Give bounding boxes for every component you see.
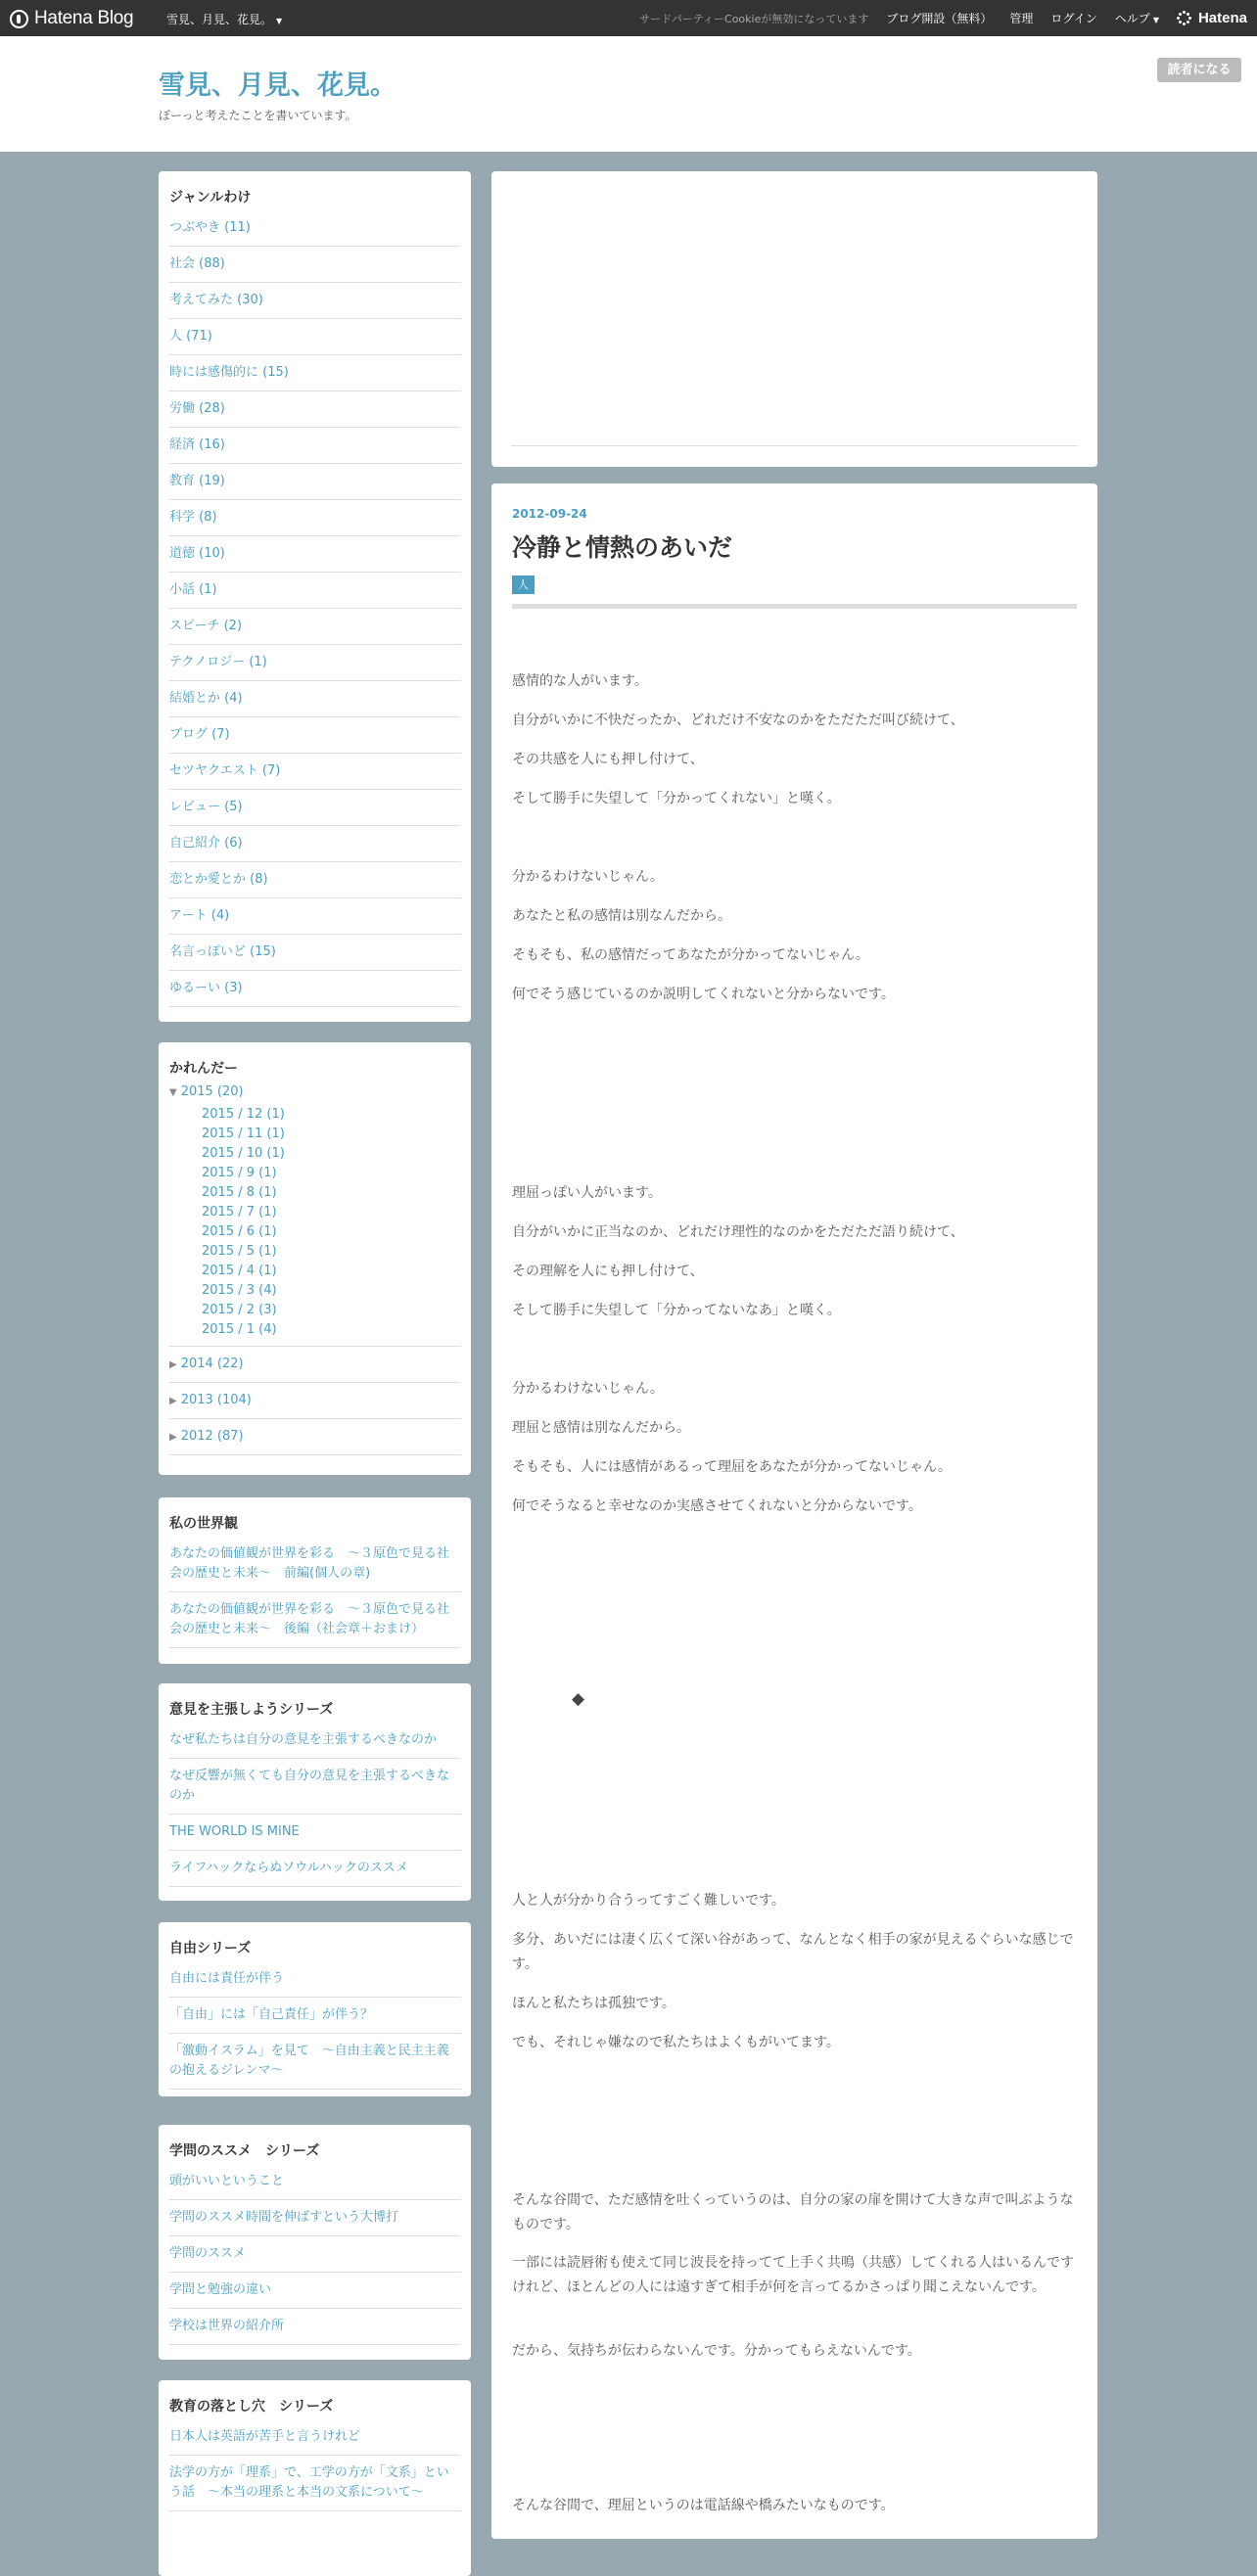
article-link[interactable]: 「自由」には「自己責任」が伴う？ xyxy=(169,1998,461,2034)
category-link[interactable]: 自己紹介 (6) xyxy=(169,826,461,862)
hatena-blog-logo[interactable]: Hatena Blog xyxy=(10,7,133,30)
hatena-dots-icon xyxy=(1177,11,1192,26)
module-title: かれんだー xyxy=(169,1061,238,1077)
archive-month-link[interactable]: 2015 / 5 (1) xyxy=(202,1244,277,1259)
archive-year-toggle[interactable]: ▼ 2015 (20) xyxy=(169,1084,244,1099)
category-link[interactable]: 道徳 (10) xyxy=(169,536,461,573)
link-list xyxy=(169,1537,461,1648)
triangle-right-icon: ▶ xyxy=(169,1359,177,1370)
entry-category-tag[interactable]: 人 xyxy=(512,575,535,594)
triangle-right-icon: ▶ xyxy=(169,1432,177,1443)
caret-down-icon: ▼ xyxy=(1152,16,1159,24)
entry-paragraph: 人と人が分かり合うってすごく難しいです。 xyxy=(512,1893,785,1909)
archive-month-link[interactable]: 2015 / 10 (1) xyxy=(202,1146,285,1161)
global-header xyxy=(0,0,1257,36)
article-link[interactable]: 学校は世界の紹介所 xyxy=(169,2309,461,2345)
category-list xyxy=(169,210,461,1007)
article-link[interactable]: 学問のススメ時間を伸ばすという大博打 xyxy=(169,2200,461,2236)
kyoiku-module xyxy=(159,2380,471,2576)
module-title: 教育の落とし穴 シリーズ xyxy=(169,2399,334,2415)
entry-paragraph: 理屈と感情は別なんだから。 xyxy=(512,1420,690,1436)
blog-header xyxy=(0,36,1257,152)
ad-area xyxy=(491,171,1097,467)
article-link[interactable]: ライフハックならぬソウルハックのススメ xyxy=(169,1851,461,1887)
entry-paragraph: 多分、あいだには凄く広くて深い谷があって、なんとなく相手の家が見えるぐらいな感じです。 xyxy=(512,1932,1074,1972)
link-list xyxy=(169,1961,461,2090)
module-title: 私の世界観 xyxy=(169,1516,238,1532)
archive-month-link[interactable]: 2015 / 2 (3) xyxy=(202,1303,277,1317)
category-link[interactable]: 恋とか愛とか (8) xyxy=(169,862,461,898)
entry-paragraph: そして勝手に失望して「分かってくれない」と嘆く。 xyxy=(512,791,841,806)
archive-month-link[interactable]: 2015 / 12 (1) xyxy=(202,1107,285,1122)
link-list xyxy=(169,2164,461,2345)
hatena-blog-logo-icon xyxy=(10,10,28,28)
module-title: ジャンルわけ xyxy=(169,190,252,206)
module-title: 自由シリーズ xyxy=(169,1941,252,1956)
entry-paragraph: 理屈っぽい人がいます。 xyxy=(512,1185,662,1201)
archive-month-link[interactable]: 2015 / 7 (1) xyxy=(202,1205,277,1219)
cookie-notice: サードパーティーCookieが無効になっています xyxy=(639,12,869,25)
divider xyxy=(511,445,1078,446)
category-link[interactable]: スピーチ (2) xyxy=(169,609,461,645)
jiyu-module xyxy=(159,1922,471,2096)
archive-module xyxy=(159,1042,471,1475)
archive-month-link[interactable]: 2015 / 3 (4) xyxy=(202,1283,277,1298)
entry-paragraph: 自分がいかに正当なのか、どれだけ理性的なのかをただただ語り続けて、 xyxy=(512,1224,964,1240)
category-link[interactable]: 労働 (28) xyxy=(169,391,461,428)
hatena-logo[interactable]: Hatena xyxy=(1177,10,1247,26)
article-link[interactable]: なぜ反響が無くても自分の意見を主張するべきなのか xyxy=(169,1759,461,1815)
archive-year-closed[interactable]: ▶ 2013 (104) xyxy=(169,1383,461,1419)
link-list xyxy=(169,2419,461,2511)
category-link[interactable]: 社会 (88) xyxy=(169,247,461,283)
triangle-down-icon: ▼ xyxy=(169,1087,177,1098)
entry-paragraph: 何でそうなると幸せなのか実感させてくれないと分からないです。 xyxy=(512,1498,922,1514)
entry-date[interactable]: 2012-09-24 xyxy=(512,507,587,521)
entry-paragraph: あなたと私の感情は別なんだから。 xyxy=(512,908,731,924)
divider xyxy=(512,604,1077,609)
blog-description: ぼーっと考えたことを書いています。 xyxy=(159,109,357,122)
archive-month-link[interactable]: 2015 / 6 (1) xyxy=(202,1224,277,1239)
blog-name-menu[interactable]: 雪見、月見、花見。 ▼ xyxy=(166,13,283,26)
archive-month-link[interactable]: 2015 / 11 (1) xyxy=(202,1127,285,1141)
entry-paragraph: だから、気持ちが伝わらないんです。分かってもらえないんです。 xyxy=(512,2343,921,2359)
entry-paragraph: でも、それじゃ嫌なので私たちはよくもがいてます。 xyxy=(512,2035,840,2050)
entry-paragraph: 何でそう感じているのか説明してくれないと分からないです。 xyxy=(512,987,895,1002)
article-link[interactable]: あなたの価値観が世界を彩る ～３原色で見る社会の歴史と未来～ 前編(個人の章) xyxy=(169,1537,461,1592)
iken-module xyxy=(159,1683,471,1901)
category-link[interactable]: ブログ (7) xyxy=(169,717,461,754)
category-link[interactable]: テクノロジー (1) xyxy=(169,645,461,681)
entry-paragraph: 分かるわけないじゃん。 xyxy=(512,1381,664,1397)
category-link[interactable]: つぶやき (11) xyxy=(169,210,461,247)
gakumon-module xyxy=(159,2125,471,2360)
category-link[interactable]: 結婚とか (4) xyxy=(169,681,461,717)
module-title: 意見を主張しようシリーズ xyxy=(169,1702,334,1718)
article-link[interactable]: 学問のススメ xyxy=(169,2236,461,2273)
start-blog-link[interactable]: ブログ開設（無料） xyxy=(886,12,993,25)
article-link[interactable]: 日本人は英語が苦手と言うけれど xyxy=(169,2419,461,2456)
entry-paragraph: そもそも、私の感情だってあなたが分かってないじゃん。 xyxy=(512,947,869,963)
article-link[interactable]: 頭がいいということ xyxy=(169,2164,461,2200)
category-link[interactable]: アート (4) xyxy=(169,898,461,935)
archive-month-link[interactable]: 2015 / 4 (1) xyxy=(202,1264,277,1278)
entry-paragraph: 自分がいかに不快だったか、どれだけ不安なのかをただただ叫び続けて、 xyxy=(512,713,964,728)
archive-month-link[interactable]: 2015 / 1 (4) xyxy=(202,1322,277,1337)
article-link[interactable]: なぜ私たちは自分の意見を主張するべきなのか xyxy=(169,1723,461,1759)
article-link[interactable]: 「激動イスラム」を見て ～自由主義と民主主義の抱えるジレンマ～ xyxy=(169,2034,461,2090)
admin-link[interactable]: 管理 xyxy=(1009,12,1034,25)
article-link[interactable]: あなたの価値観が世界を彩る ～３原色で見る社会の歴史と未来～ 後編（社会章＋おまけ） xyxy=(169,1592,461,1648)
article-link[interactable]: 学問と勉強の違い xyxy=(169,2273,461,2309)
entry-paragraph: ほんと私たちは孤独です。 xyxy=(512,1996,675,2011)
blog-title[interactable]: 雪見、月見、花見。 xyxy=(159,70,396,101)
entry-paragraph: そして勝手に失望して「分かってないなあ」と嘆く。 xyxy=(512,1303,841,1318)
archive-year-open xyxy=(169,1081,461,1347)
archive-year-closed[interactable]: ▶ 2012 (87) xyxy=(169,1419,461,1455)
entry-paragraph: 一部には読唇術も使えて同じ波長を持ってて上手く共鳴（共感）してくれる人はいるんですけれど、ほとんどの人には遠すぎて相手が何を言ってるかさっぱり聞こえないんです。 xyxy=(512,2255,1074,2295)
entry-paragraph: 感情的な人がいます。 xyxy=(512,673,648,689)
category-link[interactable]: 人 (71) xyxy=(169,319,461,355)
category-module xyxy=(159,171,471,1022)
login-link[interactable]: ログイン xyxy=(1050,12,1097,25)
sekaikan-module xyxy=(159,1497,471,1664)
entry-paragraph: そんな谷間で、ただ感情を吐くっていうのは、自分の家の扉を開けて大きな声で叫ぶようなものです。 xyxy=(512,2192,1074,2232)
entry-paragraph: その共感を人にも押し付けて、 xyxy=(512,752,704,767)
archive-months xyxy=(169,1105,461,1340)
module-title: 学問のススメ シリーズ xyxy=(169,2143,320,2159)
entry-paragraph: その理解を人にも押し付けて、 xyxy=(512,1264,704,1279)
category-link[interactable]: レビュー (5) xyxy=(169,790,461,826)
category-link[interactable]: 時には感傷的に (15) xyxy=(169,355,461,391)
entry-article xyxy=(491,483,1097,2539)
category-link[interactable]: セツヤクエスト (7) xyxy=(169,754,461,790)
archive-year-closed[interactable]: ▶ 2014 (22) xyxy=(169,1347,461,1383)
category-link[interactable]: 名言っぽいど (15) xyxy=(169,935,461,971)
category-link[interactable]: 教育 (19) xyxy=(169,464,461,500)
category-link[interactable]: 経済 (16) xyxy=(169,428,461,464)
link-list xyxy=(169,1723,461,1887)
entry-paragraph: 分かるわけないじゃん。 xyxy=(512,869,664,885)
archive-list xyxy=(169,1081,461,1455)
article-link[interactable]: 自由には責任が伴う xyxy=(169,1961,461,1998)
category-link[interactable]: 考えてみた (30) xyxy=(169,283,461,319)
category-link[interactable]: 小話 (1) xyxy=(169,573,461,609)
subscribe-button[interactable]: 読者になる xyxy=(1157,58,1241,82)
archive-month-link[interactable]: 2015 / 8 (1) xyxy=(202,1185,277,1200)
entry-title[interactable]: 冷静と情熱のあいだ xyxy=(512,533,733,562)
category-link[interactable]: ゆるーい (3) xyxy=(169,971,461,1007)
diamond-separator: ◆ xyxy=(572,1689,585,1709)
entry-paragraph: そもそも、人には感情があるって理屈をあなたが分かってないじゃん。 xyxy=(512,1459,952,1475)
entry-paragraph: そんな谷間で、理屈というのは電話線や橋みたいなものです。 xyxy=(512,2498,895,2513)
article-link[interactable]: 法学の方が「理系」で、工学の方が「文系」という話 ～本当の理系と本当の文系について～ xyxy=(169,2456,461,2511)
category-link[interactable]: 科学 (8) xyxy=(169,500,461,536)
article-link[interactable]: THE WORLD IS MINE xyxy=(169,1815,461,1851)
help-menu[interactable]: ヘルプ ▼ xyxy=(1114,12,1159,25)
triangle-right-icon: ▶ xyxy=(169,1396,177,1406)
global-nav xyxy=(639,0,1247,36)
caret-down-icon: ▼ xyxy=(276,17,283,25)
archive-month-link[interactable]: 2015 / 9 (1) xyxy=(202,1166,277,1180)
